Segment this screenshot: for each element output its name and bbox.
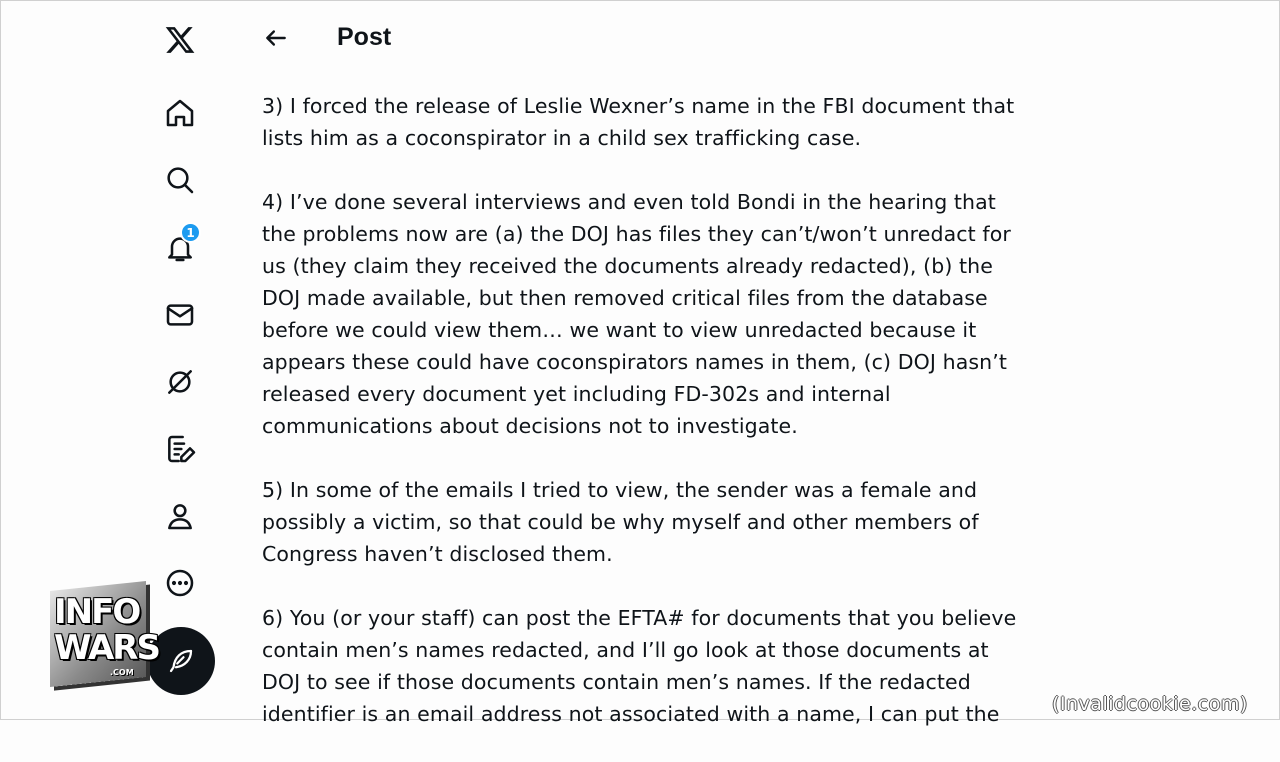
feather-icon [166,646,196,676]
text-line: before we could view them… we want to view unredacted because it [262,318,977,342]
bell-icon[interactable] [160,225,200,268]
back-button[interactable] [256,18,296,58]
text-line: identifier is an email address not associated with a name, I can put the [262,702,1000,726]
notification-badge: 1 [180,222,201,243]
edit-list-icon[interactable] [160,429,200,469]
search-icon[interactable] [160,160,200,200]
text-line: the problems now are (a) the DOJ has files they can’t/won’t unredact for [262,222,1011,246]
infowars-logo [50,578,160,688]
text-line: 4) I’ve done several interviews and even told Bondi in the hearing that [262,190,996,214]
envelope-icon[interactable] [160,295,200,335]
post-paragraph [262,602,1022,730]
more-circle-icon[interactable] [160,563,200,603]
watermark-text: (Invalidcookie.com) [1052,693,1248,715]
home-icon[interactable] [160,93,200,133]
text-line: 5) In some of the emails I tried to view, the sender was a female and [262,478,978,502]
text-line: DOJ made available, but then removed critical files from the database [262,286,988,310]
logo-text-line: INFO [54,592,140,632]
text-line: possibly a victim, so that could be why myself and other members of [262,510,979,534]
post-paragraph [262,474,1022,570]
post-paragraph [262,90,1022,154]
arrow-left-icon [263,25,289,51]
text-line: contain men’s names redacted, and I’ll go look at those documents at [262,638,989,662]
text-line: Congress haven’t disclosed them. [262,542,613,566]
text-line: appears these could have coconspirators names in them, (c) DOJ hasn’t [262,350,1008,374]
post-paragraph [262,186,1022,442]
text-line: DOJ to see if those documents contain men’s names. If the redacted [262,670,971,694]
grok-icon[interactable] [160,362,200,402]
text-line: 6) You (or your staff) can post the EFTA# for documents that you believe [262,606,1017,630]
logo-text-line: .COM [110,668,134,677]
text-line: us (they claim they received the documents already redacted), (b) the [262,254,993,278]
text-line: communications about decisions not to investigate. [262,414,798,438]
post-text [262,90,1022,762]
logo-text-line: WARS [54,628,159,668]
text-line: lists him as a coconspirator in a child sex trafficking case. [262,126,862,150]
text-line: released every document yet including FD-302s and internal [262,382,891,406]
x-logo-icon[interactable] [160,20,200,60]
page-title: Post [337,23,392,51]
person-icon[interactable] [160,496,200,536]
text-line: 3) I forced the release of Leslie Wexner’s name in the FBI document that [262,94,1015,118]
